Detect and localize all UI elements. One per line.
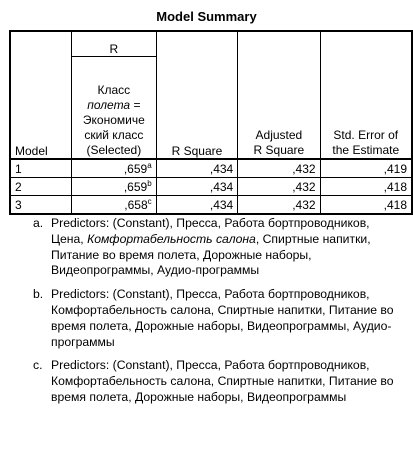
- cell-adjusted-r-square: ,432: [238, 159, 320, 178]
- cell-model: 2: [10, 178, 72, 196]
- header-adjusted-r-square: Adjusted R Square: [238, 31, 320, 159]
- cell-std-error: ,418: [320, 178, 412, 196]
- header-std-error: Std. Error of the Estimate: [320, 31, 412, 159]
- model-summary-table: [9, 30, 413, 215]
- header-r-subgroup: Класс полета = Экономиче ский класс (Selected): [72, 57, 157, 159]
- cell-r-square: ,434: [156, 196, 238, 215]
- cell-model: 3: [10, 196, 72, 215]
- cell-r-square: ,434: [156, 178, 238, 196]
- cell-adjusted-r-square: ,432: [238, 178, 320, 196]
- table-row: [10, 159, 412, 178]
- table-title: Model Summary: [156, 9, 257, 24]
- footnote-a: a. Predictors: (Constant), Пресса, Работа бортпроводников, Цена, Комфортабельность салона, Спиртные напитки, Питание во время полета, Дорожные наборы, Видеопрограммы, Аудио-программы: [33, 216, 371, 278]
- cell-std-error: ,419: [320, 159, 412, 178]
- footnotes: [33, 216, 403, 414]
- cell-r: ,659$^a$: [72, 159, 157, 178]
- cell-r: ,659$^b$: [72, 178, 157, 196]
- footnote-label: c.: [33, 358, 43, 373]
- table-row: [10, 196, 412, 215]
- footnote-b: b. Predictors: (Constant), Пресса, Работа бортпроводников, Комфортабельность салона, Спиртные напитки, Питание во время полета, Дорожные наборы, Видеопрограммы, Аудио-программы: [33, 287, 394, 349]
- header-r: R: [72, 31, 157, 57]
- cell-r: ,658$^c$: [72, 196, 157, 215]
- footnote-label: a.: [33, 216, 44, 230]
- cell-r-square: ,434: [156, 159, 238, 178]
- cell-std-error: ,418: [383, 197, 407, 212]
- footnote-c: c. Predictors: (Constant), Пресса, Работа бортпроводников, Комфортабельность салона, Спиртные напитки, Питание во время полета, Дорожные наборы, Видеопрограммы: [33, 358, 394, 404]
- table-row: [10, 178, 412, 196]
- footnote-label: b.: [33, 287, 44, 302]
- cell-model: 1: [10, 159, 72, 178]
- header-r-square: R Square: [156, 31, 238, 159]
- header-model: Model: [10, 31, 72, 159]
- cell-adjusted-r-square: ,432: [238, 196, 320, 215]
